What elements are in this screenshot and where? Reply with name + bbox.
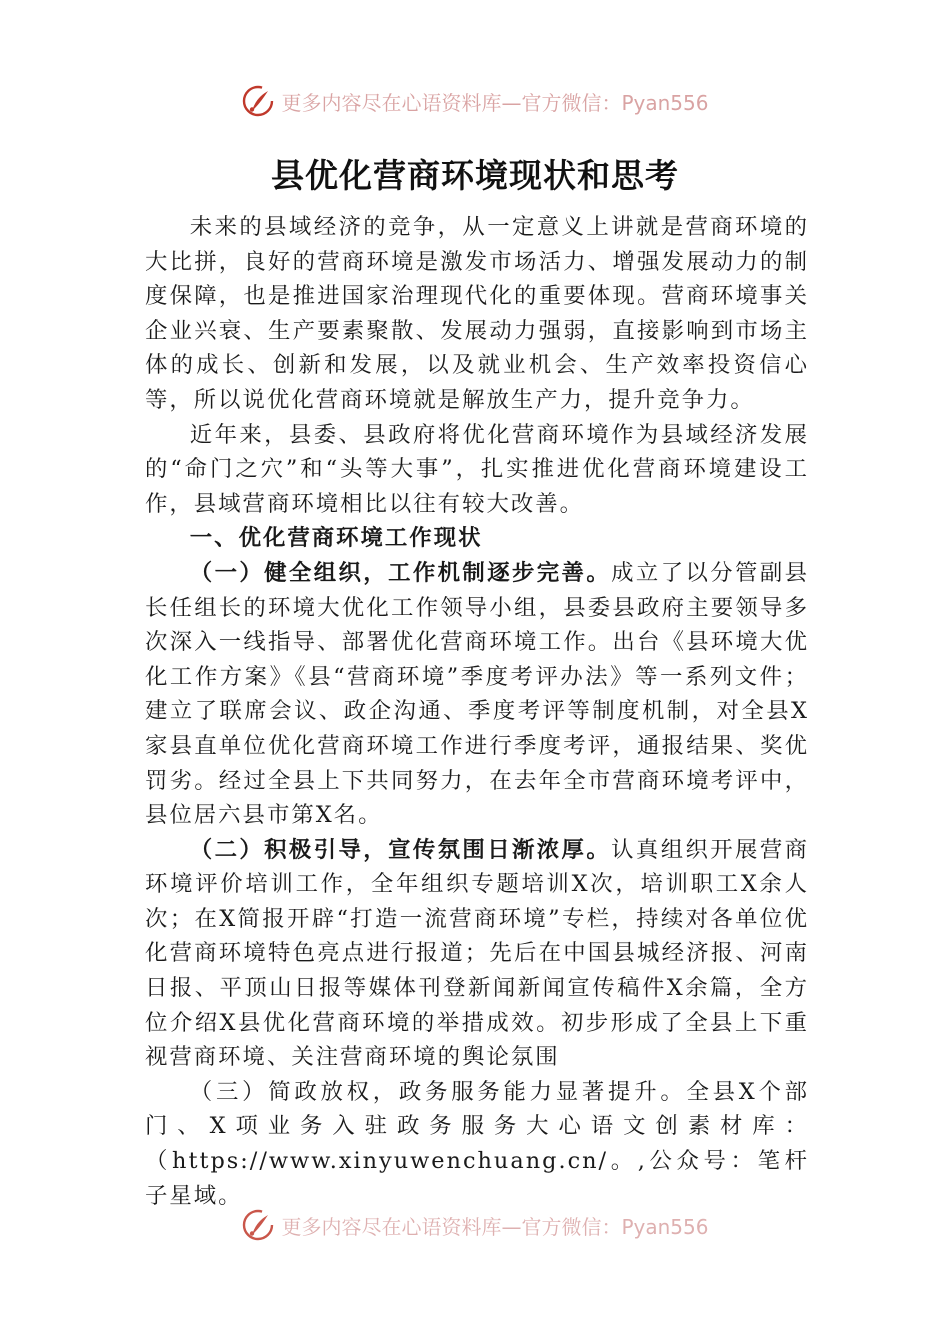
watermark-header [0, 84, 950, 118]
paragraph-background: 近年来，县委、县政府将优化营商环境作为县域经济发展的“命门之穴”和“头等大事”，扎实推进优化营商环境建设工作，县域营商环境相比以往有较大改善。 [145, 421, 809, 517]
paragraph-intro: 未来的县域经济的竞争，从一定意义上讲就是营商环境的大比拼，良好的营商环境是激发市场活力、增强发展动力的制度保障，也是推进国家治理现代化的重要体现。营商环境事关企业兴衰、生产要素聚散、发展动力强弱，直接影响到市场主体的成长、创新和发展，以及就业机会、生产效率投资信心等，所以说优化营商环境就是解放生产力，提升竞争力。 [145, 214, 809, 413]
page-title: 县优化营商环境现状和思考 [271, 156, 679, 195]
brush-logo-icon [241, 84, 275, 118]
document-body [145, 210, 809, 1213]
item-1-lead: （一）健全组织，工作机制逐步完善。 [189, 559, 612, 586]
watermark-text: 更多内容尽在心语资料库—官方微信：Pyan556 [281, 1214, 709, 1239]
section-heading: 一、优化营商环境工作现状 [189, 525, 483, 552]
item-2-body: 认真组织开展营商环境评价培训工作，全年组织专题培训X次，培训职工X余人次；在X简报开辟“打造一流营商环境”专栏，持续对各单位优化营商环境特色亮点进行报道；先后在中国县城经济报、河南日报、平顶山日报等媒体刊登新闻新闻宣传稿件X余篇，全方位介绍X县优化营商环境的举措成效。初步形成了全县上下重视营商环境、关注营商环境的舆论氛围 [145, 836, 810, 1071]
item-3-lead: （三）简政放权，政务服务能力显著提升。 [189, 1078, 687, 1105]
watermark-footer [0, 1208, 950, 1242]
item-2-lead: （二）积极引导，宣传氛围日渐浓厚。 [189, 836, 612, 863]
item-1-body: 成立了以分管副县长任组长的环境大优化工作领导小组，县委县政府主要领导多次深入一线指导、部署优化营商环境工作。出台《县环境大优化工作方案》《县“营商环境”季度考评办法》等一系列文件；建立了联席会议、政企沟通、季度考评等制度机制，对全县X家县直单位优化营商环境工作进行季度考评，通报结果、奖优罚劣。经过全县上下共同努力，在去年全市营商环境考评中，县位居六县市第X名。 [145, 559, 810, 829]
paragraph-item-3 [145, 1075, 809, 1213]
paragraph-item-2 [145, 833, 809, 1075]
paragraph-item-1 [145, 556, 809, 833]
watermark-text: 更多内容尽在心语资料库—官方微信：Pyan556 [281, 90, 709, 115]
brush-logo-icon [241, 1208, 275, 1242]
item-3-body: 全县X个部门、X项业务入驻政务服务大心语文创素材库：（https://www.xinyuwenchuang.cn/。,公众号：笔杆子星域。 [145, 1078, 809, 1209]
